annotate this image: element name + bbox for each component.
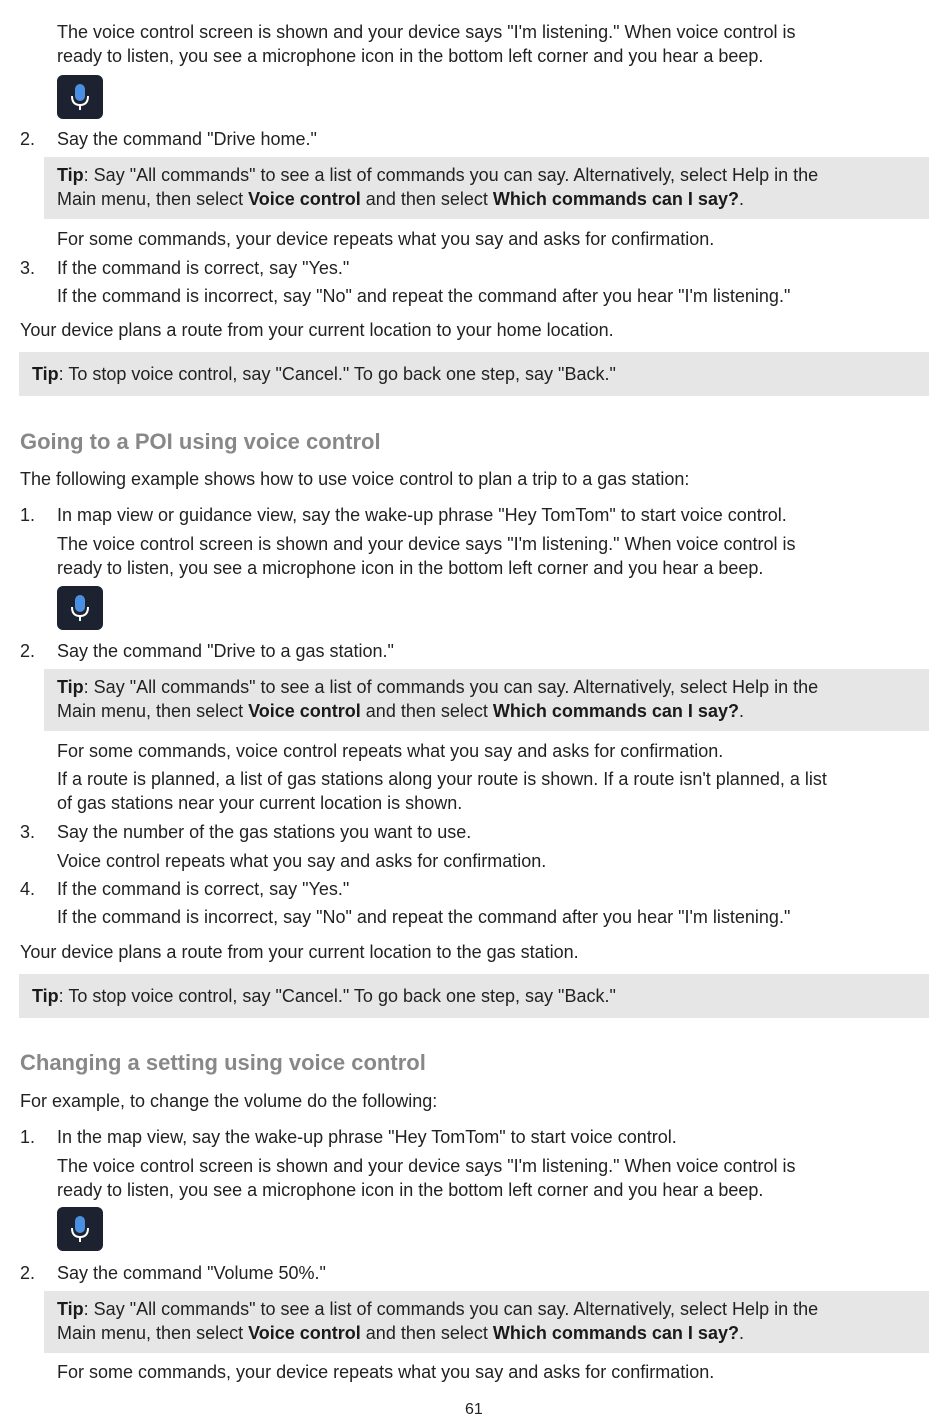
tip-text: Main menu, then select xyxy=(57,1323,249,1343)
step-number: 1. xyxy=(20,505,36,525)
intro-line-1: The voice control screen is shown and your device says "I'm listening." When voice control is xyxy=(57,22,796,42)
tip-bold: Voice control xyxy=(248,701,361,721)
tip-text: : To stop voice control, say "Cancel." To go back one step, say "Back." xyxy=(58,364,616,384)
tip-text: and then select xyxy=(360,701,493,721)
section-heading: Changing a setting using voice control xyxy=(20,1050,426,1075)
tip-bold: Voice control xyxy=(248,1323,361,1343)
tip-text: Main menu, then select xyxy=(57,701,249,721)
step-text: Say the command "Drive home." xyxy=(57,129,317,149)
result-text: Your device plans a route from your current location to your home location. xyxy=(20,320,614,340)
confirm-text: For some commands, voice control repeats what you say and asks for confirmation. xyxy=(57,741,724,761)
tip-text: : Say "All commands" to see a list of commands you can say. Alternatively, select Help in the xyxy=(83,165,819,185)
step-text: If the command is correct, say "Yes." xyxy=(57,258,350,278)
step-number: 2. xyxy=(20,129,36,149)
step-subtext: ready to listen, you see a microphone icon in the bottom left corner and you hear a beep. xyxy=(57,558,764,578)
tip-text: Main menu, then select xyxy=(57,189,249,209)
result-text: Your device plans a route from your current location to the gas station. xyxy=(20,942,579,962)
tip-text: : Say "All commands" to see a list of commands you can say. Alternatively, select Help in the xyxy=(83,1299,819,1319)
intro-line-2: ready to listen, you see a microphone icon in the bottom left corner and you hear a beep. xyxy=(57,46,764,66)
tip-bold: Which commands can I say? xyxy=(492,1323,739,1343)
step-number: 1. xyxy=(20,1127,36,1147)
step-text: If the command is correct, say "Yes." xyxy=(57,879,350,899)
section-intro: The following example shows how to use voice control to plan a trip to a gas station: xyxy=(20,469,690,489)
step-subtext: If the command is incorrect, say "No" and repeat the command after you hear "I'm listening." xyxy=(57,286,791,306)
tip-box xyxy=(19,352,929,396)
step-number: 2. xyxy=(20,1263,36,1283)
route-text: of gas stations near your current location is shown. xyxy=(57,793,463,813)
confirm-text: For some commands, your device repeats what you say and asks for confirmation. xyxy=(57,1362,715,1382)
step-number: 3. xyxy=(20,258,36,278)
step-text: Say the command "Volume 50%." xyxy=(57,1263,326,1283)
tip-bold: Voice control xyxy=(248,189,361,209)
tip-box xyxy=(44,157,929,219)
step-text: In the map view, say the wake-up phrase "Hey TomTom" to start voice control. xyxy=(57,1127,677,1147)
tip-text: and then select xyxy=(360,1323,493,1343)
tip-box xyxy=(19,974,929,1018)
step-subtext: If the command is incorrect, say "No" and repeat the command after you hear "I'm listening." xyxy=(57,907,791,927)
confirm-text: For some commands, your device repeats what you say and asks for confirmation. xyxy=(57,229,715,249)
tip-box xyxy=(44,1291,929,1353)
step-subtext: Voice control repeats what you say and asks for confirmation. xyxy=(57,851,547,871)
tip-label: Tip xyxy=(57,1299,84,1319)
microphone-icon xyxy=(57,1207,103,1251)
step-number: 3. xyxy=(20,822,36,842)
step-subtext: ready to listen, you see a microphone icon in the bottom left corner and you hear a beep. xyxy=(57,1180,764,1200)
tip-bold: Which commands can I say? xyxy=(492,189,739,209)
step-text: Say the command "Drive to a gas station." xyxy=(57,641,394,661)
tip-text: : Say "All commands" to see a list of commands you can say. Alternatively, select Help in the xyxy=(83,677,819,697)
tip-bold: Which commands can I say? xyxy=(492,701,739,721)
step-number: 4. xyxy=(20,879,36,899)
tip-text: : To stop voice control, say "Cancel." To go back one step, say "Back." xyxy=(58,986,616,1006)
section-intro: For example, to change the volume do the following: xyxy=(20,1091,438,1111)
tip-label: Tip xyxy=(32,986,59,1006)
tip-label: Tip xyxy=(57,677,84,697)
microphone-icon xyxy=(57,586,103,630)
microphone-icon xyxy=(57,75,103,119)
page-number: 61 xyxy=(465,1401,483,1418)
step-text: In map view or guidance view, say the wake-up phrase "Hey TomTom" to start voice control. xyxy=(57,505,787,525)
step-subtext: The voice control screen is shown and your device says "I'm listening." When voice control is xyxy=(57,1156,796,1176)
tip-text: and then select xyxy=(360,189,493,209)
tip-label: Tip xyxy=(32,364,59,384)
step-subtext: The voice control screen is shown and your device says "I'm listening." When voice control is xyxy=(57,534,796,554)
tip-label: Tip xyxy=(57,165,84,185)
route-text: If a route is planned, a list of gas stations along your route is shown. If a route isn't planned, a list xyxy=(57,769,827,789)
tip-box xyxy=(44,669,929,731)
section-heading: Going to a POI using voice control xyxy=(20,429,381,454)
tip-text: . xyxy=(738,1323,744,1343)
tip-text: . xyxy=(738,701,744,721)
tip-text: . xyxy=(738,189,744,209)
step-text: Say the number of the gas stations you want to use. xyxy=(57,822,472,842)
step-number: 2. xyxy=(20,641,36,661)
